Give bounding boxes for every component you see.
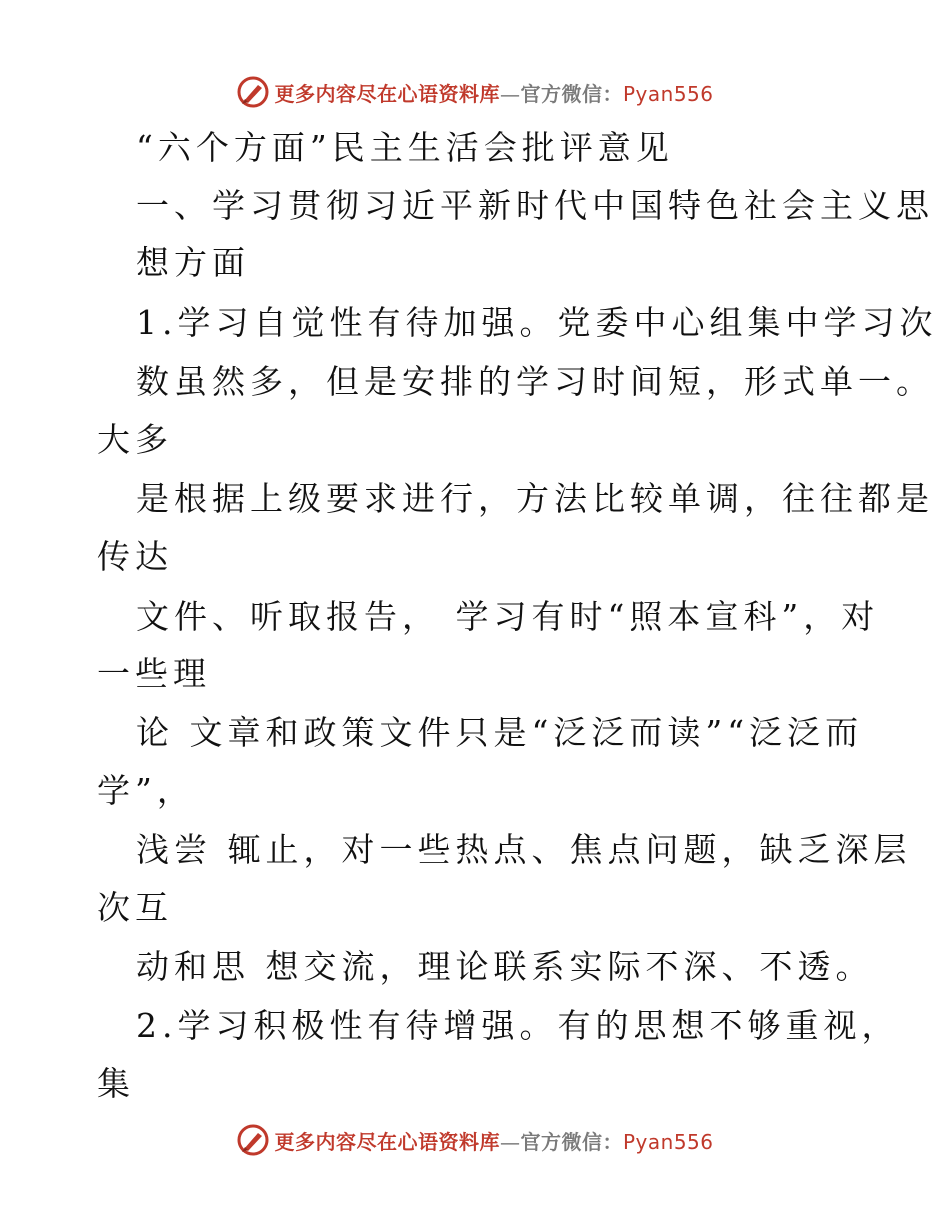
banner-wechat-id: Pyan556	[622, 81, 714, 106]
banner-dash: —	[499, 81, 521, 106]
paragraph-line: 论 文章和政策文件只是“泛泛而读”“泛泛而	[136, 713, 864, 752]
paragraph-line: 传达	[97, 537, 173, 576]
document-title: “六个方面”民主生活会批评意见	[136, 128, 674, 167]
paragraph-line: 次互	[97, 888, 173, 927]
paragraph-line: 是根据上级要求进行，方法比较单调，往往都是	[136, 479, 934, 518]
paragraph-line: 一些理	[97, 654, 211, 693]
pen-logo-icon	[236, 75, 270, 109]
banner-text	[274, 78, 713, 107]
footer-watermark-banner	[0, 1120, 950, 1160]
banner-text	[274, 1126, 713, 1155]
paragraph-line: 学”，	[97, 771, 195, 810]
paragraph-line: 集	[97, 1064, 135, 1103]
paragraph-line: 浅尝 辄止，对一些热点、焦点问题，缺乏深层	[136, 830, 912, 869]
header-watermark-banner	[0, 72, 950, 112]
paragraph-line: 文件、听取报告， 学习有时“照本宣科”，对	[136, 597, 880, 636]
pen-logo-icon	[236, 1123, 270, 1157]
banner-text-cn: 更多内容尽在心语资料库	[274, 81, 500, 106]
paragraph-line: 2.学习积极性有待增强。有的思想不够重视，	[136, 1006, 900, 1045]
paragraph-line: 动和思 想交流，理论联系实际不深、不透。	[136, 947, 874, 986]
banner-text-wechat-label: 官方微信：	[520, 81, 623, 106]
banner-dash: —	[499, 1129, 521, 1154]
section-heading-line: 想方面	[136, 243, 250, 282]
banner-wechat-id: Pyan556	[622, 1129, 714, 1154]
banner-text-wechat-label: 官方微信：	[520, 1129, 623, 1154]
banner-text-cn: 更多内容尽在心语资料库	[274, 1129, 500, 1154]
section-heading-line: 一、学习贯彻习近平新时代中国特色社会主义思	[136, 186, 934, 225]
paragraph-line: 大多	[97, 420, 173, 459]
paragraph-line: 1.学习自觉性有待加强。党委中心组集中学习次	[136, 303, 938, 342]
paragraph-line: 数虽然多，但是安排的学习时间短，形式单一。	[136, 362, 934, 401]
